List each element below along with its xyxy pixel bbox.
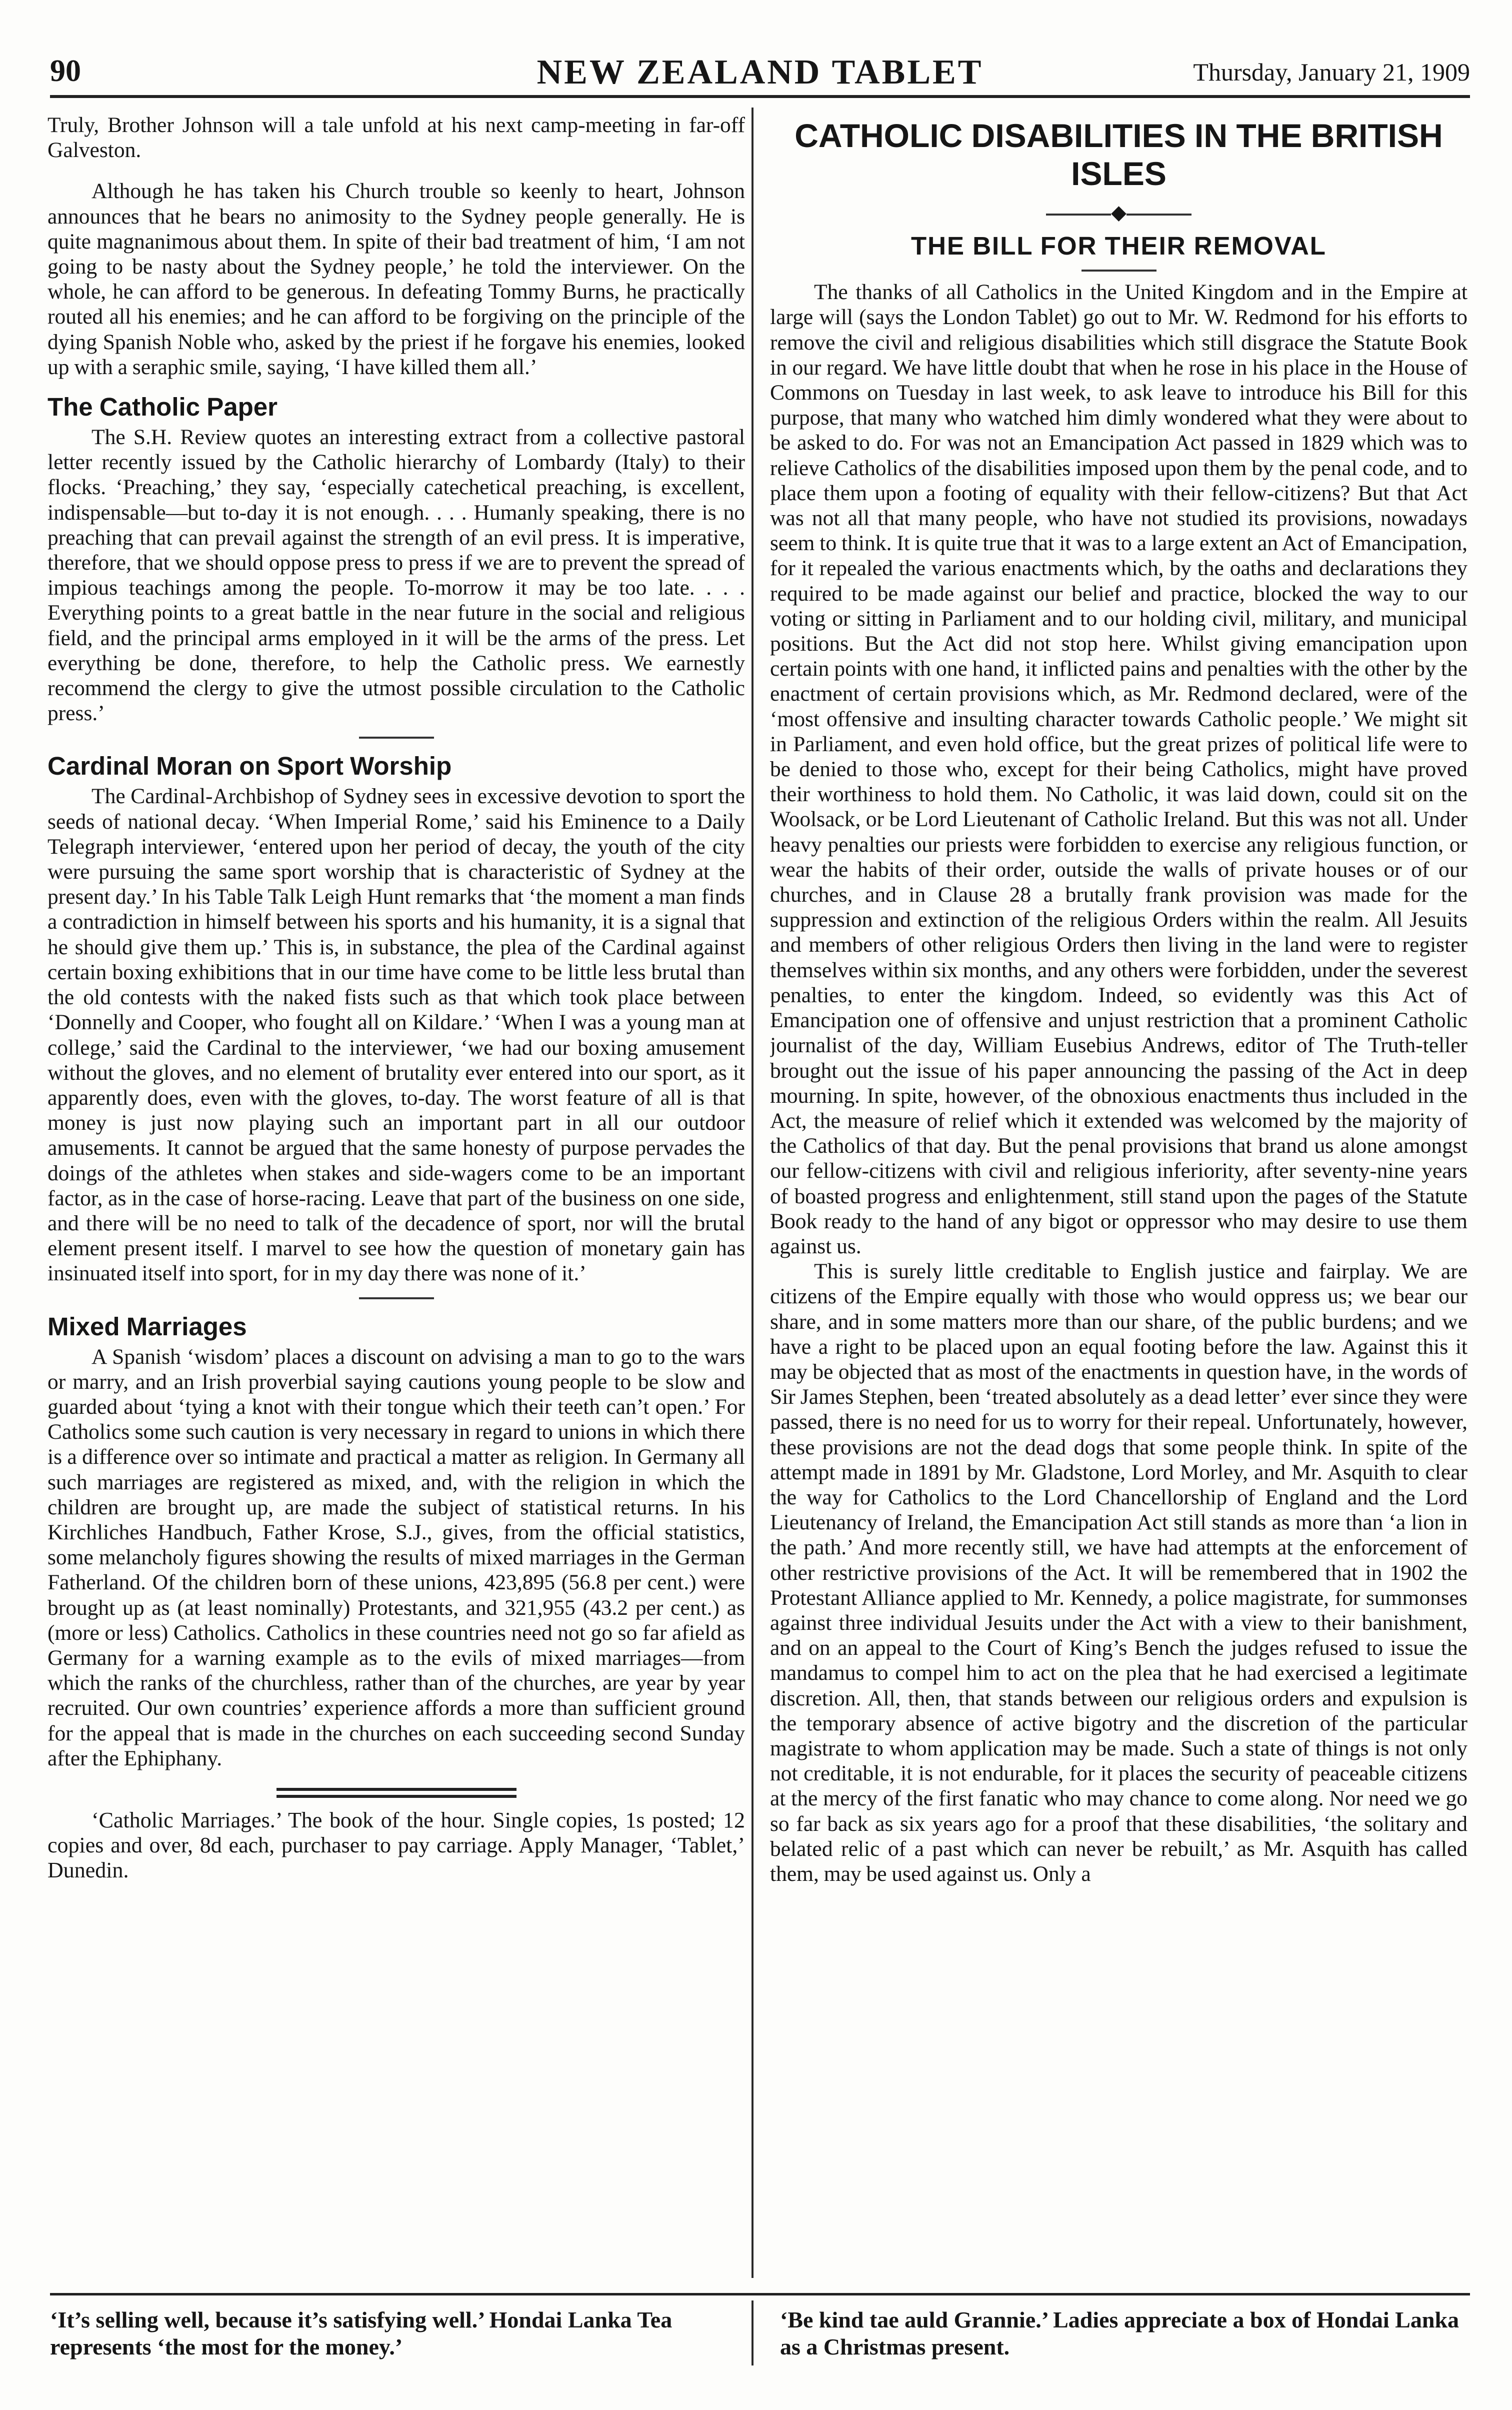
section-paragraph: The Cardinal-Archbishop of Sydney sees in excessive devotion to sport the seeds of national decay. ‘When Imperial Rome,’ said his Eminence to a Daily Telegraph interviewer, ‘entered upon her period of decay, the youth of the city were pursuing the same sport worship that is characteristic of Sydney at the present day.’ In his Table Talk Leigh Hunt remarks that ‘the moment a man finds a contradiction in himself between his sports and his humanity, it is a signal that he should give them up.’ This is, in substance, the plea of the Cardinal against certain boxing exhibitions that in our time have come to be little less brutal than the old contests with the naked fists such as that which took place between ‘Donnelly and Cooper, who fought all on Kildare.’ ‘When I was a young man at college,’ said the Cardinal to the interviewer, ‘we had our boxing amusement without the gloves, and no element of brutality ever entered into our sport, as it apparently does, even with the gloves, to-day. The worst feature of all is that money is just now playing such an important part in all our outdoor amusements. It cannot be argued that the same honesty of purpose pervades the doings of the athletes when stakes and side-wagers come to be an important factor, as in the case of horse-racing. Leave that part of the business on one side, and there will be no need to talk of the decadence of sport, nor will the brutal element present itself. I marvel to see how the question of monetary gain has insinuated itself into sport, for in my day there was none of it.’ (48, 784, 745, 1286)
article-subheading: THE BILL FOR THEIR REMOVAL (911, 232, 1326, 260)
section-heading: The Catholic Paper (48, 393, 278, 422)
page-header (50, 53, 1470, 93)
article-headline: CATHOLIC DISABILITIES IN THE BRITISH ISLES (794, 117, 1443, 192)
subheading-divider (1082, 270, 1156, 272)
headline-ornament (770, 202, 1468, 224)
section-divider (359, 737, 434, 739)
article-paragraph: This is surely little creditable to English justice and fairplay. We are citizens of the Empire equally with those who would oppress us; we bear our share, and in some matters more than our share, of the public burdens; and we have a right to be placed upon an equal footing before the law. Against this it may be objected that as most of the enactments in question have, in the words of Sir James Stephen, been ‘treated absolutely as a dead letter’ ever since they were passed, there is no need for us to worry for their repeal. Unfortunately, however, these provisions are not the dead dogs that some people think. In spite of the attempt made in 1891 by Mr. Gladstone, Lord Morley, and Mr. Asquith to clear the way for Catholics to the Lord Chancellorship of England and the Lord Lieutenancy of Ireland, the Emancipation Act still stands as more than ‘a lion in the path.’ And more recently still, we have had attempts at the enforcement of other restrictive provisions of the Act. It will be remembered that in 1902 the Protestant Alliance applied to Mr. Kennedy, a police magistrate, for summonses against three individual Jesuits under the Act with a view to their banishment, and on an appeal to the Court of King’s Bench the judges refused to issue the mandamus to compel him to act on the plea that he had exercised a legitimate discretion. All, then, that stands between our religious orders and expulsion is the temporary absence of active bigotry and the discretion of the particular magistrate to whom application may be made. Such a state of things is not only not creditable, it is not endurable, for it places the security of peaceable citizens at the mercy of the first fanatic who may chance to come along. Nor need we go so far back as six years ago for a proof that these disabilities, ‘the solitary and belated relic of a past which can never be rebuilt,’ as Mr. Asquith has called them, may be used against us. Only a (770, 1259, 1468, 1886)
article-paragraph: The thanks of all Catholics in the United Kingdom and in the Empire at large will (says the London Tablet) go out to Mr. W. Redmond for his efforts to remove the civil and religious disabilities which still disgrace the Statute Book in our regard. We have little doubt that when he rose in his place in the House of Commons on Tuesday in last week, to ask leave to introduce his Bill for this purpose, that many who watched him dimly wondered what they were about to be asked to do. For was not an Emancipation Act passed in 1829 which was to relieve Catholics of the disabilities imposed upon them by the penal code, and to place them upon a footing of equality with their fellow-citizens? But that Act was not all that many people, who have not studied its provisions, nowadays seem to think. It is quite true that it was to a large extent an Act of Emancipation, for it repealed the various enactments which, by the oaths and declarations they required to be made against our belief and practice, blocked the way to our voting or sitting in Parliament and to our holding civil, military, and municipal positions. But the Act did not stop here. Whilst giving emancipation upon certain points with one hand, it inflicted pains and penalties with the other by the enactment of certain provisions which, as Mr. Redmond declared, were of the ‘most offensive and insulting character towards Catholic people.’ We might sit in Parliament, and even hold office, but the great prizes of political life were to be denied to those who, except for their being Catholics, might have proved their worthiness to hold them. No Catholic, it was laid down, could sit on the Woolsack, or be Lord Lieutenant of Catholic Ireland. But this was not all. Under heavy penalties our priests were forbidden to exercise any religious function, or wear the habits of their order, outside the walls of private houses or of our churches, and in Clause 28 a brutally frank provision was made for the suppression and extinction of the religious Orders within the realm. All Jesuits and members of other religious Orders then living in the land were to register themselves within six months, and any others were forbidden, under the severest penalties, to enter the kingdom. Indeed, so evidently was this Act of Emancipation one of offensive and unjust restriction that a prominent Catholic journalist of the day, William Eusebius Andrews, editor of The Truth-teller brought out the issue of his paper announcing the passing of the Act in deep mourning. In spite, however, of the obnoxious enactments thus included in the Act, the measure of relief which it extended was welcomed by the majority of the Catholics of that day. But the penal provisions that brand us alone amongst our fellow-citizens with civil and religious inferiority, after seventy-nine years of boasted progress and enlightenment, still stand upon the pages of the Statute Book ready to the hand of any bigot or oppressor who may desire to use them against us. (770, 280, 1468, 1258)
diamond-ornament-icon: ◆ (1111, 201, 1126, 224)
left-column (48, 113, 745, 2273)
book-notice: ‘Catholic Marriages.’ The book of the hour. Single copies, 1s posted; 12 copies and over, 8d each, purchaser to pay carriage. Apply Manager, ‘Tablet,’ Dunedin. (48, 1807, 745, 1882)
issue-date: Thursday, January 21, 1909 (1193, 58, 1470, 86)
section-heading: Cardinal Moran on Sport Worship (48, 752, 452, 781)
masthead-title: NEW ZEALAND TABLET (536, 53, 984, 92)
footer-rule (50, 2293, 1470, 2295)
intro-paragraph: Although he has taken his Church trouble so keenly to heart, Johnson announces that he bears no animosity to the Sydney people generally. He is quite magnanimous about them. In spite of their bad treatment of him, ‘I am not going to be nasty about the Sydney people,’ he told the interviewer. On the whole, he can afford to be generous. In defeating Tommy Burns, he practically routed all his enemies; and he can afford to be forgiving on the principle of the dying Spanish Noble who, asked by the priest if he forgave his enemies, looked up with a seraphic smile, saying, ‘I have killed them all.’ (48, 179, 745, 379)
double-rule-divider (276, 1788, 516, 1798)
page-number: 90 (50, 54, 81, 88)
section-heading: Mixed Marriages (48, 1312, 247, 1341)
footer-divider (752, 2300, 754, 2365)
right-column (770, 113, 1468, 2273)
column-divider (752, 108, 754, 2278)
section-paragraph: A Spanish ‘wisdom’ places a discount on advising a man to go to the wars or marry, and an Irish proverbial saying cautions young people to be slow and guarded about ‘tying a knot with their tongue which their teeth can’t open.’ For Catholics some such caution is very necessary in regard to unions in which there is a difference over so intimate and practical a matter as religion. In Germany all such marriages are registered as mixed, and, with the religion in which the children are brought up, are made the subject of statistical returns. In his Kirchliches Handbuch, Father Krose, S.J., gives, from the official statistics, some melancholy figures showing the results of mixed marriages in the German Fatherland. Of the children born of these unions, 423,895 (56.8 per cent.) were brought up as (at least nominally) Protestants, and 321,955 (43.2 per cent.) as (more or less) Catholics. Catholics in these countries need not go so far afield as Germany for a warning example as to the evils of mixed marriages—from which the ranks of the churchless, rather than of the churches, are year by year recruited. Our own countries’ experience affords a more than sufficient ground for the appeal that is made in the churches on each succeeding second Sunday after the Ephiphany. (48, 1344, 745, 1770)
footer-ad-left: ‘It’s selling well, because it’s satisfying well.’ Hondai Lanka Tea represents ‘the most for the money.’ (50, 2307, 672, 2359)
section-divider (359, 1297, 434, 1299)
section-paragraph: The S.H. Review quotes an interesting extract from a collective pastoral letter recently issued by the Catholic hierarchy of Lombardy (Italy) to their flocks. ‘Preaching,’ they say, ‘especially catechetical preaching, is excellent, indispensable—but to-day it is not enough. . . . Humanly speaking, there is no preaching that can prevail against the strength of an evil press. It is imperative, therefore, that we should oppose press to press if we are to prevent the spread of impious teachings among the people. To-morrow it may be too late. . . . Everything points to a great battle in the near future in the social and religious field, and the principal arms employed in it will be the arms of the press. Let everything be done, therefore, to help the Catholic press. We earnestly recommend the clergy to give the utmost possible circulation to the Catholic press.’ (48, 425, 745, 726)
footer-ad-right: ‘Be kind tae auld Grannie.’ Ladies appreciate a box of Hondai Lanka as a Christmas present. (780, 2307, 1460, 2359)
header-rule (50, 95, 1470, 98)
intro-paragraph: Truly, Brother Johnson will a tale unfold at his next camp-meeting in far-off Galveston. (48, 113, 745, 163)
